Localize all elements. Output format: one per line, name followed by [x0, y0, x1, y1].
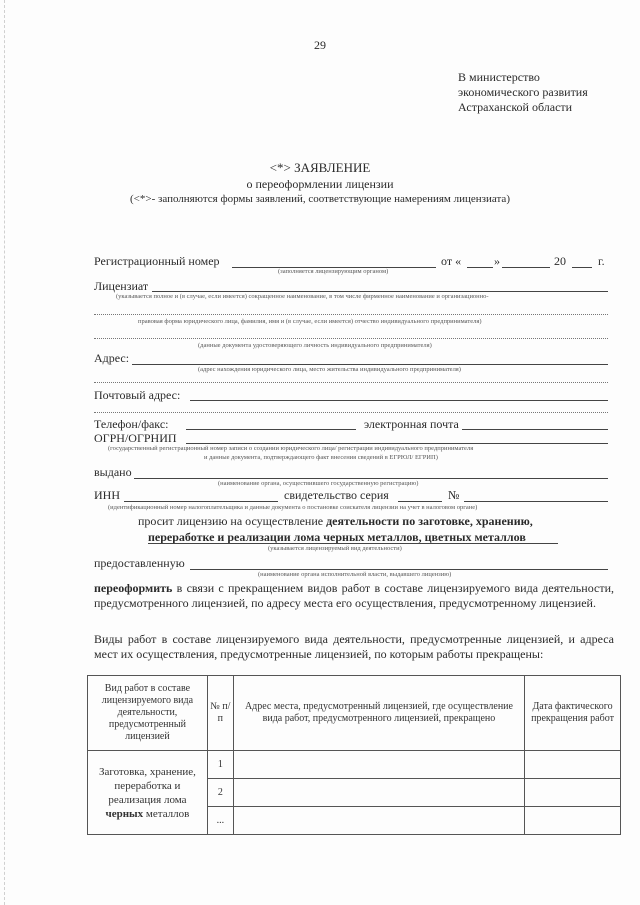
date-cell[interactable]	[525, 779, 621, 807]
reformat-text: в связи с прекращением видов работ в составе лицензируемого вида деятельности, предусмотренного лицензией, по адресу места его осуществления, предусмотренному лицензией.	[94, 581, 614, 610]
address-cell[interactable]	[233, 779, 524, 807]
request-text: просит лицензию на осуществление	[138, 514, 327, 528]
request-line-1	[138, 514, 533, 529]
licensee-caption-2: правовая форма юридического лица, фамилия, имя и (в случае, если имеется) отчество индивидуального предпринимателя)	[138, 318, 482, 325]
issued-caption: (наименование органа, осуществившего государственную регистрацию)	[218, 480, 419, 487]
licensee-caption-1: (указывается полное и (в случае, если имеется) сокращенное наименование, в том числе фирменное наименование и организационно-	[116, 293, 489, 300]
inn-field[interactable]	[124, 501, 278, 502]
reg-number-label: Регистрационный номер	[94, 254, 220, 268]
granted-caption: (наименование органа исполнительной власти, выдавшего лицензию)	[258, 571, 452, 578]
certificate-number-label: №	[448, 488, 460, 502]
row-number: ...	[207, 807, 233, 835]
granted-by-field[interactable]	[190, 569, 608, 570]
ogrn-label: ОГРН/ОГРНИП	[94, 431, 177, 445]
certificate-number-field[interactable]	[464, 501, 608, 502]
postal-address-field[interactable]	[190, 400, 608, 401]
addressee-line: В министерство	[458, 70, 540, 84]
addressee-block	[458, 70, 588, 115]
certificate-series-field[interactable]	[398, 501, 442, 502]
licensee-field[interactable]	[152, 291, 608, 292]
page-number: 29	[314, 38, 326, 52]
header-address: Адрес места, предусмотренный лицензией, где осуществление вида работ, предусмотренного лицензией, прекращено	[233, 676, 524, 751]
activity-caption: (указывается лицензируемый вид деятельности)	[268, 545, 402, 552]
reg-year-prefix: 20	[554, 254, 566, 268]
reg-month-field[interactable]	[502, 267, 550, 268]
document-title: <*> ЗАЯВЛЕНИЕ	[269, 160, 371, 175]
row-number: 1	[207, 751, 233, 779]
ogrn-caption-2: и данные документа, подтверждающего факт внесения сведений в ЕГРЮЛ/ ЕГРИП)	[204, 454, 438, 461]
scan-edge-line	[4, 0, 5, 905]
date-cell[interactable]	[525, 751, 621, 779]
issued-field[interactable]	[134, 478, 608, 479]
address-field[interactable]	[132, 364, 608, 365]
phone-label: Телефон/факс:	[94, 417, 169, 431]
licensee-doc-field[interactable]	[94, 338, 608, 339]
table-header-row	[88, 676, 621, 751]
work-type-end: металлов	[143, 807, 190, 820]
reformat-keyword: переоформить	[94, 581, 173, 595]
table-row	[88, 751, 621, 779]
work-type-cell	[88, 751, 208, 835]
address-label: Адрес:	[94, 351, 130, 365]
email-field[interactable]	[462, 429, 608, 430]
address-field-line-2[interactable]	[94, 382, 608, 383]
reformat-paragraph	[94, 581, 614, 611]
activity-name: деятельности по заготовке, хранению,	[326, 514, 533, 528]
certificate-series-label: свидетельство серия	[284, 488, 389, 502]
work-types-paragraph: Виды работ в составе лицензируемого вида деятельности, предусмотренные лицензией, и адреса мест их осуществления, предусмотренные лицензией, по которым работы прекращены:	[94, 632, 614, 661]
inn-label: ИНН	[94, 488, 120, 502]
header-number: № п/п	[207, 676, 233, 751]
header-date: Дата фактического прекращения работ	[525, 676, 621, 751]
phone-field[interactable]	[186, 429, 356, 430]
document-note: (<*>- заполняются формы заявлений, соответствующие намерениям лицензиата)	[130, 193, 510, 205]
terminated-works-table	[87, 675, 621, 835]
header-work-type: Вид работ в составе лицензируемого вида деятельности, предусмотренный лицензией	[88, 676, 208, 751]
email-label: электронная почта	[364, 417, 459, 431]
issued-label: выдано	[94, 465, 132, 479]
ogrn-caption-1: (государственный регистрационный номер записи о создании юридического лица/ регистрации индивидуального предпринимателя	[108, 445, 474, 452]
reg-date-label: от «	[441, 254, 462, 268]
addressee-line: экономического развития	[458, 85, 588, 99]
licensee-label: Лицензиат	[94, 279, 149, 293]
work-type-bold: черных	[105, 807, 144, 820]
activity-underline	[148, 543, 558, 544]
work-type-text: Заготовка, хранение, переработка и реализация лома	[98, 765, 196, 806]
reg-day-field[interactable]	[467, 267, 493, 268]
document-subtitle: о переоформлении лицензии	[246, 177, 394, 191]
address-cell[interactable]	[233, 751, 524, 779]
activity-name-continued: переработке и реализации лома черных металлов, цветных металлов	[148, 530, 526, 544]
ogrn-field[interactable]	[186, 443, 608, 444]
row-number: 2	[207, 779, 233, 807]
addressee-line: Астраханской области	[458, 100, 573, 114]
reg-year-suffix: г.	[598, 254, 605, 268]
reg-year-field[interactable]	[572, 267, 592, 268]
licensee-caption-3: (данные документа удостоверяющего личность индивидуального предпринимателя)	[198, 342, 432, 349]
reg-quote-close: »	[494, 254, 500, 268]
reg-caption: (заполняется лицензирующим органом)	[278, 268, 389, 275]
date-cell[interactable]	[525, 807, 621, 835]
postal-address-field-line-2[interactable]	[94, 412, 608, 413]
inn-caption: (идентификационный номер налогоплательщика и данные документа о постановке соискателя лицензии на учет в налоговом органе)	[108, 504, 478, 511]
postal-address-label: Почтовый адрес:	[94, 388, 181, 402]
licensee-field-line-2[interactable]	[94, 314, 608, 315]
granted-by-label: предоставленную	[94, 556, 185, 570]
address-cell[interactable]	[233, 807, 524, 835]
address-caption: (адрес нахождения юридического лица, место жительства индивидуального предпринимателя)	[198, 366, 461, 373]
